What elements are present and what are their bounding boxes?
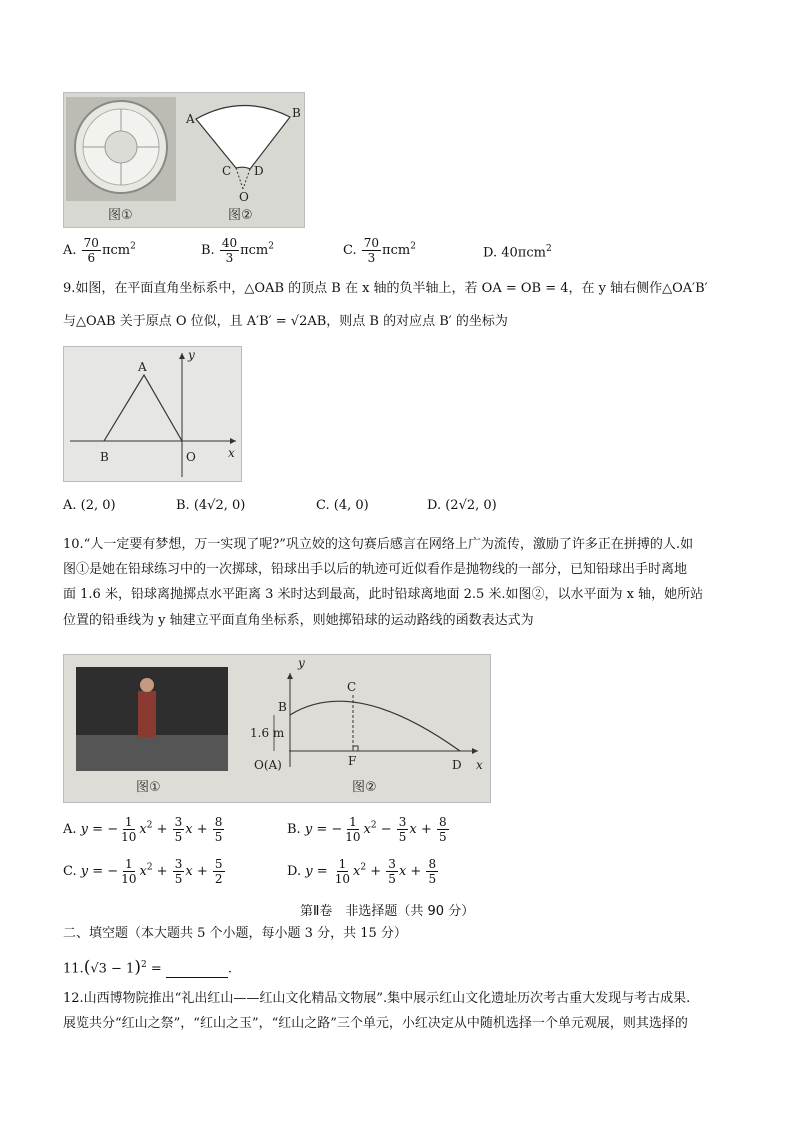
q10-point-o: O(A) xyxy=(254,758,282,772)
q9-svg xyxy=(64,347,241,481)
q8-option-a[interactable]: A. $\frac{70}{6}$ πcm$^2$ xyxy=(63,236,136,265)
section-2-title: 第Ⅱ卷 非选择题（共 90 分） xyxy=(300,904,475,919)
q10-caption-2: 图② xyxy=(352,780,377,795)
q10-point-c: C xyxy=(347,680,357,694)
q9-figure xyxy=(63,346,242,482)
plate-center xyxy=(105,131,137,163)
q10-caption-1: 图① xyxy=(136,780,161,795)
q10-text-line-3: 面 1.6 米，铅球离抛掷点水平距离 3 米时达到最高，此时铅球离地面 2.5 米.如图②，以水平面为 x 轴，她所站 xyxy=(63,587,704,602)
q8-option-c[interactable]: C. $\frac{70}{3}$ πcm$^2$ xyxy=(343,236,416,265)
q10-svg xyxy=(64,655,490,802)
q9-point-o: O xyxy=(186,450,196,464)
q9-point-a: A xyxy=(138,360,147,374)
q10-text-line-1: 10.“人一定要有梦想，万一实现了呢?”巩立姣的这句赛后感言在网络上广为流传，激励了许多正在拼搏的人.如 xyxy=(63,537,694,552)
athlete-figure xyxy=(138,691,156,737)
q10-option-a[interactable]: A. y = − $\frac{1}{10}$ $x^2$ + $\frac{3}{5}$ x + $\frac{8}{5}$ xyxy=(63,815,223,844)
q10-y-label: y xyxy=(298,656,305,670)
q9-option-a[interactable]: A. (2, 0) xyxy=(63,498,116,513)
q10-point-b: B xyxy=(278,700,287,714)
q9-option-b[interactable]: B. (4√2, 0) xyxy=(176,498,246,513)
fig8-point-b: B xyxy=(292,106,301,120)
q12-text-line-2: 展览共分“红山之祭”，“红山之玉”，“红山之路”三个单元，小红决定从中随机选择一个单元观展，则其选择的 xyxy=(63,1016,688,1031)
q9-text-line-2: 与△OAB 关于原点 O 位似，且 A′B′ = √2AB，则点 B 的对应点 B′ 的坐标为 xyxy=(63,314,508,329)
q9-point-b: B xyxy=(100,450,109,464)
q10-option-c[interactable]: C. y = − $\frac{1}{10}$ $x^2$ + $\frac{3}{5}$ x + $\frac{5}{2}$ xyxy=(63,857,223,886)
q11-answer-blank[interactable] xyxy=(166,963,228,978)
q9-x-label: x xyxy=(228,446,235,460)
q10-text-line-2: 图①是她在铅球练习中的一次掷球，铅球出手以后的轨迹可近似看作是抛物线的一部分，已知铅球出手时离地 xyxy=(63,562,688,577)
q12-text-line-1: 12.山西博物院推出“礼出红山——红山文化精品文物展”.集中展示红山文化遗址历次考古重大发现与考古成果. xyxy=(63,991,691,1006)
q10-text-line-4: 位置的铅垂线为 y 轴建立平面直角坐标系，则她掷铅球的运动路线的函数表达式为 xyxy=(63,613,534,628)
q10-parabola xyxy=(290,701,460,751)
fig8-point-c: C xyxy=(222,164,232,178)
q8-option-b[interactable]: B. $\frac{40}{3}$ πcm$^2$ xyxy=(201,236,274,265)
fig8-caption-1: 图① xyxy=(108,208,133,223)
part-2-heading: 二、填空题（本大题共 5 个小题，每小题 3 分，共 15 分） xyxy=(63,926,407,941)
q10-figure xyxy=(63,654,491,803)
q10-point-d: D xyxy=(452,758,462,772)
q10-x-label: x xyxy=(476,758,483,772)
q9-y-label: y xyxy=(188,348,195,362)
fig8-svg xyxy=(64,93,304,227)
fig8-caption-2: 图② xyxy=(228,208,253,223)
fig8-point-a: A xyxy=(186,112,195,126)
q9-text-line-1: 9.如图，在平面直角坐标系中，△OAB 的顶点 B 在 x 轴的负半轴上，若 OA = OB = 4，在 y 轴右侧作△OA′B′ xyxy=(63,281,708,296)
q10-point-f: F xyxy=(348,754,357,768)
q10-option-b[interactable]: B. y = − $\frac{1}{10}$ $x^2$ − $\frac{3}{5}$ x + $\frac{8}{5}$ xyxy=(287,815,447,844)
fig8-image xyxy=(63,92,305,228)
fig8-point-o: O xyxy=(239,190,249,204)
q10-height-label: 1.6 m xyxy=(250,726,285,740)
q11-text: $11.(√3 - 1)^2$ = . xyxy=(63,957,233,978)
q9-option-d[interactable]: D. (2√2, 0) xyxy=(427,498,497,513)
q9-option-c[interactable]: C. (4, 0) xyxy=(316,498,369,513)
q8-option-d[interactable]: D. 40πcm$^2$ xyxy=(483,244,552,261)
fig8-point-d: D xyxy=(254,164,264,178)
q9-triangle xyxy=(104,375,182,441)
q10-option-d[interactable]: D. y = $\frac{1}{10}$ $x^2$ + $\frac{3}{5}$ x + $\frac{8}{5}$ xyxy=(287,857,437,886)
sector-shape xyxy=(196,105,290,169)
